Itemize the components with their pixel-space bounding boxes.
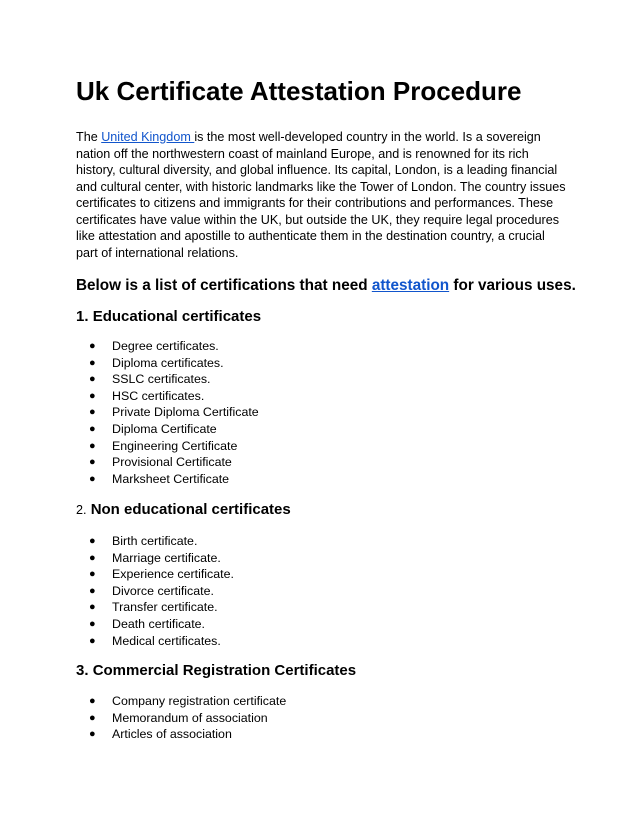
list-item-text: Degree certificates. (112, 339, 219, 353)
list-item (76, 710, 286, 727)
list-item-text: Memorandum of association (112, 710, 268, 725)
bullet-icon: ● (89, 634, 96, 647)
intro-paragraph (76, 129, 566, 261)
bullet-icon: ● (89, 439, 96, 452)
list-item (76, 633, 234, 650)
list-item (76, 616, 234, 633)
educational-certificates-list (76, 338, 259, 487)
bullet-icon: ● (89, 535, 96, 547)
list-item-text: Transfer certificate. (112, 600, 218, 615)
list-item-text: Divorce certificate. (112, 583, 214, 598)
list-item-text: Company registration certificate (112, 694, 287, 708)
list-item (76, 421, 259, 438)
non-educational-certificates-list (76, 533, 234, 649)
bullet-icon: ● (89, 728, 96, 741)
bullet-icon: ● (89, 617, 96, 630)
bullet-icon: ● (89, 584, 96, 597)
list-item (76, 388, 259, 405)
bullet-icon: ● (89, 601, 96, 614)
list-item-text: Provisional Certificate (112, 455, 232, 470)
list-item (76, 471, 259, 488)
list-item-text: Death certificate. (112, 616, 205, 631)
list-item-text: Articles of association (112, 727, 232, 742)
list-item (76, 355, 259, 372)
list-item-text: Private Diploma Certificate (112, 405, 259, 420)
bullet-icon: ● (89, 695, 96, 707)
section-heading-non-educational (76, 500, 291, 520)
certifications-lead-heading (76, 276, 576, 296)
list-item (76, 583, 234, 600)
bullet-icon: ● (89, 422, 96, 435)
intro-text-before-link: The (76, 130, 102, 144)
bullet-icon: ● (89, 551, 96, 564)
bullet-icon: ● (89, 406, 96, 419)
list-item (76, 566, 234, 583)
section-title: Educational certificates (92, 308, 262, 325)
list-item-text: Diploma certificates. (112, 355, 224, 370)
section-title: Non educational certificates (90, 501, 291, 518)
section-number: 2. (76, 503, 87, 517)
section-heading-educational (76, 307, 261, 327)
bullet-icon: ● (89, 389, 96, 402)
bullet-icon: ● (89, 373, 96, 386)
intro-text-after-link: is the most well-developed country in the world. Is a sovereign nation off the northwestern coast of mainland Europe, and is renowned for its rich history, cultural diversity, and global influence. Its capital, London, is a leading financial and cultural center, with historic landmarks like the Tower of London. The country issues certificates to citizens and immigrants for their contributions and performances. These certificates have value within the UK, but outside the UK, they require legal procedures like attestation and apostille to authenticate them in the destination country, a crucial part of international relations. (76, 130, 566, 260)
list-item (76, 404, 259, 421)
bullet-icon: ● (89, 356, 96, 369)
bullet-icon: ● (89, 568, 96, 581)
list-item (76, 599, 234, 616)
list-item-text: Diploma Certificate (112, 421, 217, 436)
section-heading-commercial (76, 661, 356, 681)
bullet-icon: ● (89, 340, 96, 352)
list-item (76, 371, 259, 388)
united-kingdom-link[interactable]: United Kingdom (101, 130, 195, 144)
bullet-icon: ● (89, 456, 96, 469)
list-item-text: Medical certificates. (112, 633, 221, 648)
lead-text-before-link: Below is a list of certifications that need (76, 277, 372, 294)
list-item (76, 693, 286, 710)
list-item (76, 438, 259, 455)
section-number: 3. (76, 662, 89, 679)
list-item (76, 533, 234, 550)
list-item-text: SSLC certificates. (112, 372, 211, 387)
commercial-certificates-list (76, 693, 286, 743)
list-item (76, 454, 259, 471)
attestation-link[interactable]: attestation (371, 277, 450, 294)
lead-text-after-link: for various uses. (449, 277, 576, 294)
list-item-text: HSC certificates. (112, 388, 205, 403)
page-title: Uk Certificate Attestation Procedure (76, 76, 522, 106)
list-item-text: Marriage certificate. (112, 550, 221, 565)
list-item-text: Engineering Certificate (112, 438, 238, 453)
list-item (76, 550, 234, 567)
section-number: 1. (76, 308, 89, 325)
list-item (76, 726, 286, 743)
bullet-icon: ● (89, 711, 96, 724)
list-item-text: Marksheet Certificate (112, 471, 230, 486)
list-item-text: Experience certificate. (112, 567, 234, 582)
list-item (76, 338, 259, 355)
section-title: Commercial Registration Certificates (92, 662, 357, 679)
list-item-text: Birth certificate. (112, 534, 198, 548)
bullet-icon: ● (89, 472, 96, 485)
